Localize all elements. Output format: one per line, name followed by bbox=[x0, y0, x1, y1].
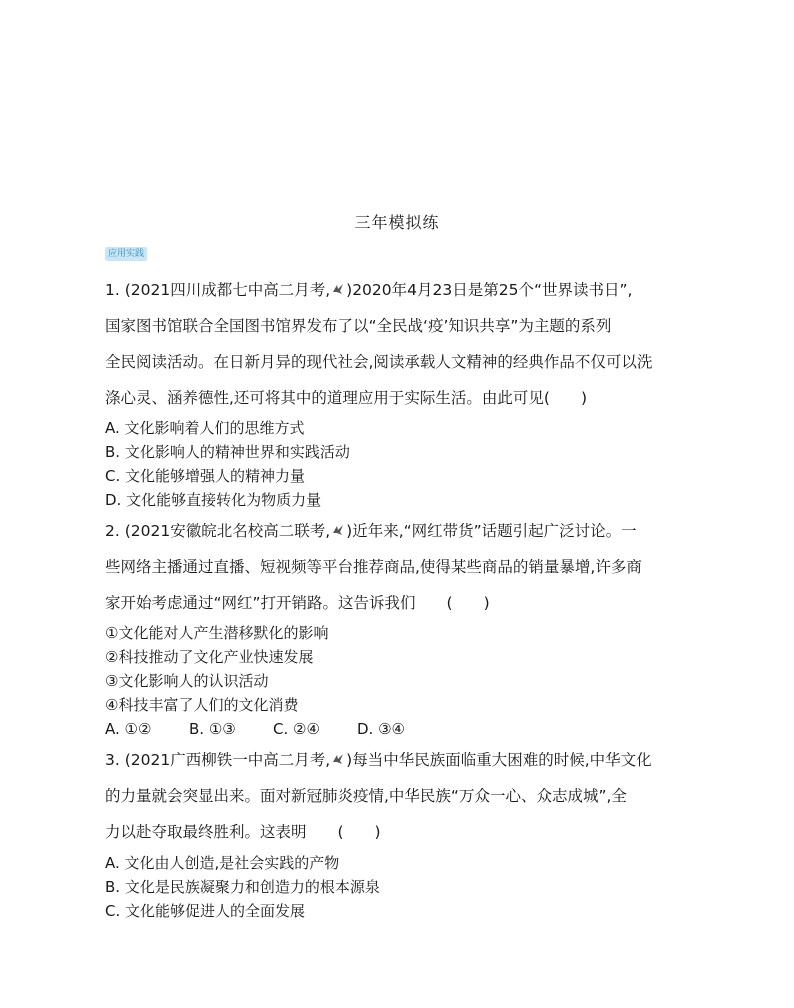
question-1-stem bbox=[105, 272, 690, 416]
question-3-option-a[interactable]: A. 文化由人创造,是社会实践的产物 bbox=[105, 854, 340, 872]
question-1-text-start: )2020年4月23日是第25个“世界读书日”, bbox=[346, 281, 633, 299]
question-3-source: 3. (2021广西柳铁一中高二月考, bbox=[105, 751, 331, 769]
question-2-choice-d[interactable]: D. ③④ bbox=[357, 720, 405, 738]
question-1-option-a[interactable]: A. 文化影响着人们的思维方式 bbox=[105, 419, 305, 437]
question-2-statement-3: ③文化影响人的认识活动 bbox=[105, 672, 269, 690]
question-2-source: 2. (2021安徽皖北名校高二联考, bbox=[105, 522, 331, 540]
question-1-line-1 bbox=[105, 272, 690, 308]
question-2-statement-2: ②科技推动了文化产业快速发展 bbox=[105, 648, 314, 666]
question-2-choices bbox=[105, 717, 405, 741]
question-3-line-1 bbox=[105, 742, 690, 778]
question-1-line-4: 涤心灵、涵养德性,还可将其中的道理应用于实际生活。由此可见( ) bbox=[105, 389, 588, 407]
question-1-option-d[interactable]: D. 文化能够直接转化为物质力量 bbox=[105, 491, 322, 509]
question-2-stem bbox=[105, 513, 690, 621]
question-3-options bbox=[105, 851, 690, 923]
question-2-choice-c[interactable]: C. ②④ bbox=[273, 720, 320, 738]
question-1-option-b[interactable]: B. 文化影响人的精神世界和实践活动 bbox=[105, 443, 350, 461]
question-1-line-3: 全民阅读活动。在日新月异的现代社会,阅读承载人文精神的经典作品不仅可以洗 bbox=[105, 353, 653, 371]
question-1-option-c[interactable]: C. 文化能够增强人的精神力量 bbox=[105, 467, 306, 485]
difficulty-star-icon bbox=[331, 273, 345, 287]
question-2-line-2: 些网络主播通过直播、短视频等平台推荐商品,使得某些商品的销量暴增,许多商 bbox=[105, 558, 642, 576]
question-2-line-1 bbox=[105, 513, 690, 549]
question-3-option-c[interactable]: C. 文化能够促进人的全面发展 bbox=[105, 902, 306, 920]
question-2-statements bbox=[105, 621, 690, 717]
difficulty-star-icon bbox=[331, 743, 345, 757]
question-3-line-3: 力以赴夺取最终胜利。这表明 ( ) bbox=[105, 823, 381, 841]
question-3-text-start: )每当中华民族面临重大困难的时候,中华文化 bbox=[346, 751, 652, 769]
question-2-line-3: 家开始考虑通过“网红”打开销路。这告诉我们 ( ) bbox=[105, 594, 490, 612]
question-1-line-2: 国家图书馆联合全国图书馆界发布了以“全民战‘疫’知识共享”为主题的系列 bbox=[105, 317, 612, 335]
question-2-text-start: )近年来,“网红带货”话题引起广泛讨论。一 bbox=[346, 522, 637, 540]
question-1-options bbox=[105, 416, 690, 512]
question-1-source: 1. (2021四川成都七中高二月考, bbox=[105, 281, 331, 299]
page-title: 三年模拟练 bbox=[354, 213, 440, 232]
section-badge: 应用实践 bbox=[105, 247, 147, 261]
question-2-statement-4: ④科技丰富了人们的文化消费 bbox=[105, 696, 299, 714]
question-3-stem bbox=[105, 742, 690, 850]
question-2-choice-a[interactable]: A. ①② bbox=[105, 720, 152, 738]
question-2-choice-b[interactable]: B. ①③ bbox=[189, 720, 236, 738]
difficulty-star-icon bbox=[331, 514, 345, 528]
question-2-statement-1: ①文化能对人产生潜移默化的影响 bbox=[105, 624, 329, 642]
question-3-option-b[interactable]: B. 文化是民族凝聚力和创造力的根本源泉 bbox=[105, 878, 380, 896]
question-3-line-2: 的力量就会突显出来。面对新冠肺炎疫情,中华民族“万众一心、众志成城”,全 bbox=[105, 787, 627, 805]
